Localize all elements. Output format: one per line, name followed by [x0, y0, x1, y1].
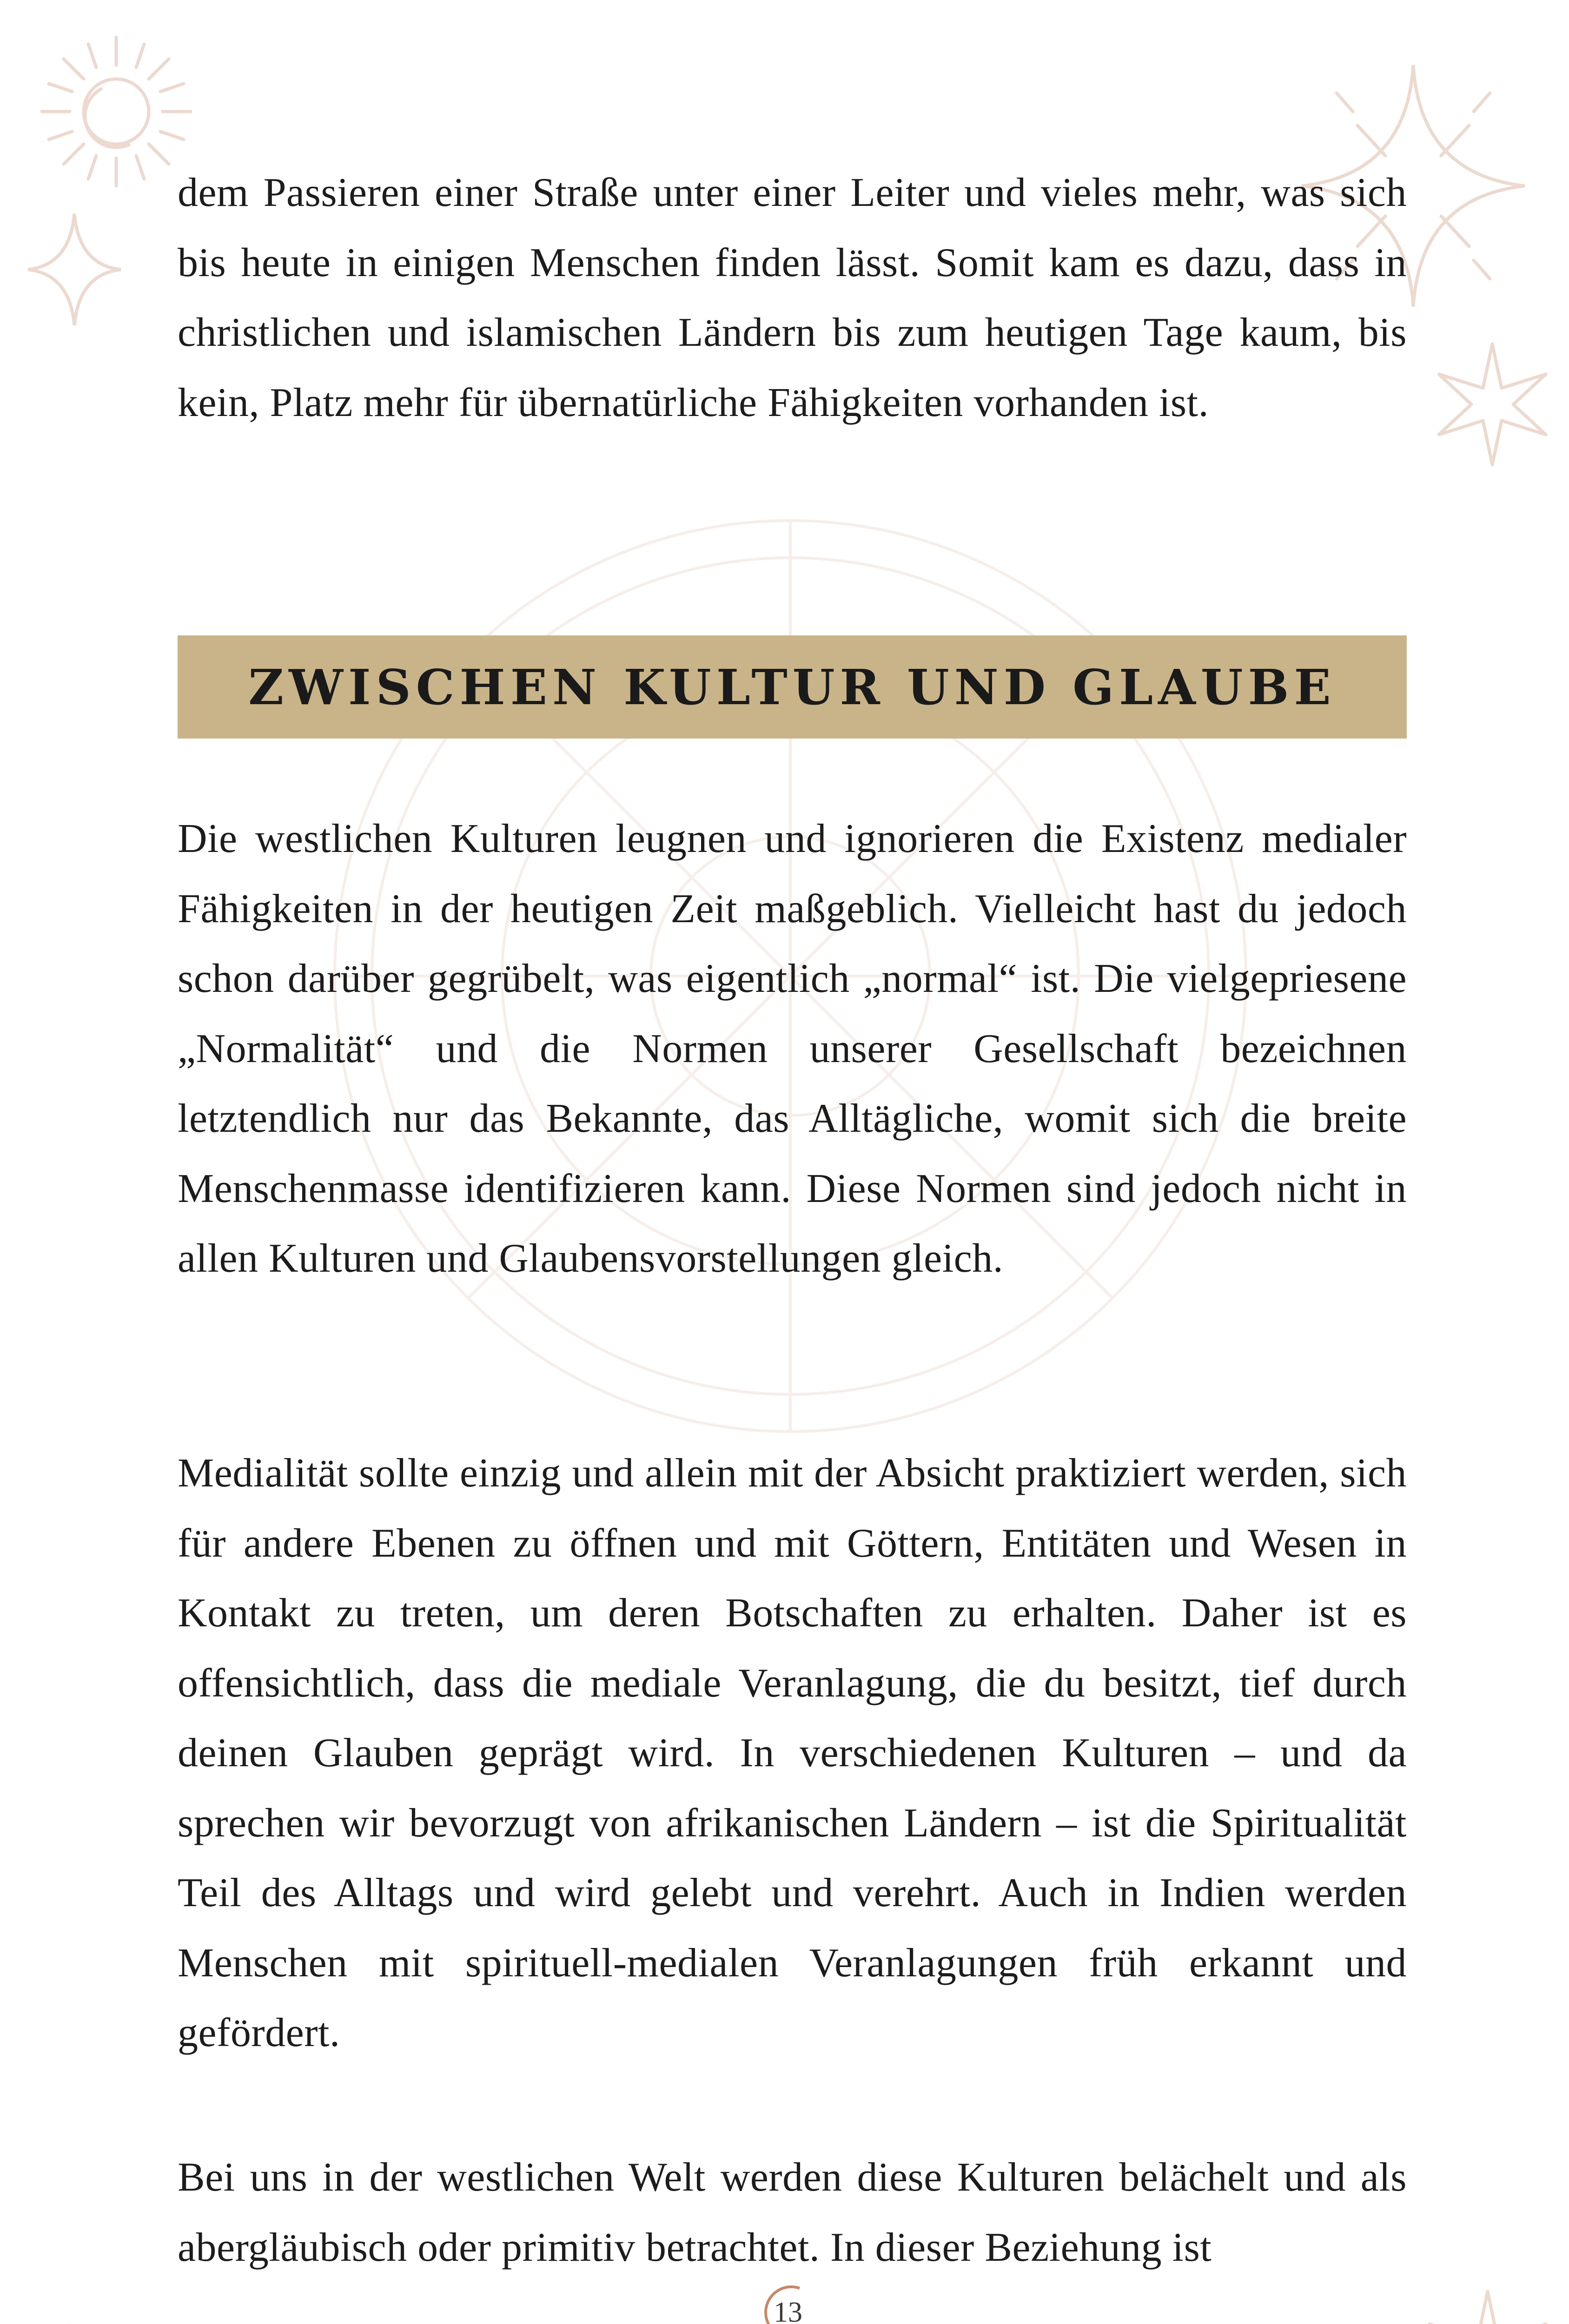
sun-icon — [33, 28, 200, 195]
paragraph-western-cultures: Die westlichen Kulturen leugnen und ignorieren die Existenz medialer Fähigkeiten in der heutigen Zeit maßgeblich. Vielleicht hast du jedoch schon darüber gegrübelt, was eigentlich „normal“ ist. Die vielgepriesene „Normalität“ und die Normen unserer Gesellschaft bezeichnen letztendlich nur das Bekannte, das Alltägliche, womit sich die breite Menschenmasse identifizieren kann. Diese Normen sind jedoch nicht in allen Kulturen und Glaubensvorstellungen gleich. — [178, 816, 1407, 1281]
four-point-star-icon — [23, 209, 126, 330]
section-heading-banner — [178, 635, 1407, 739]
paragraph-mediality: Medialität sollte einzig und allein mit der Absicht praktiziert werden, sich für andere Ebenen zu öffnen und mit Göttern, Entitäten und Wesen in Kontakt zu treten, um deren Botschaften zu erhalten. Daher ist es offensichtlich, dass die mediale Veranlagung, die du besitzt, tief durch deinen Glauben geprägt wird. In verschiedenen Kulturen – und da sprechen wir bevorzugt von afrikanischen Ländern – ist die Spiritualität Teil des Alltags und wird gelebt und verehrt. Auch in Indien werden Menschen mit spirituell-medialen Veranlagungen früh erkannt und gefördert. — [178, 1451, 1407, 2055]
four-point-star-icon — [19, 2319, 121, 2324]
page-number-text: 13 — [774, 2296, 802, 2324]
six-point-star-icon — [1423, 2287, 1553, 2324]
paragraph-intro: dem Passieren einer Straße unter einer Leiter und vieles mehr, was sich bis heute in einigen Menschen finden lässt. Somit kam es dazu, dass in christlichen und islamischen Ländern bis zum heutigen Tage kaum, bis kein, Platz mehr für übernatürliche Fähigkeiten vorhanden ist. — [178, 170, 1407, 425]
page-number — [755, 2280, 821, 2324]
paragraph-western-world: Bei uns in der westlichen Welt werden diese Kulturen belächelt und als abergläubisch oder primitiv betrachtet. In dieser Beziehung ist — [178, 2155, 1407, 2270]
six-point-star-icon — [1432, 339, 1553, 469]
section-heading: ZWISCHEN KULTUR UND GLAUBE — [248, 658, 1336, 716]
